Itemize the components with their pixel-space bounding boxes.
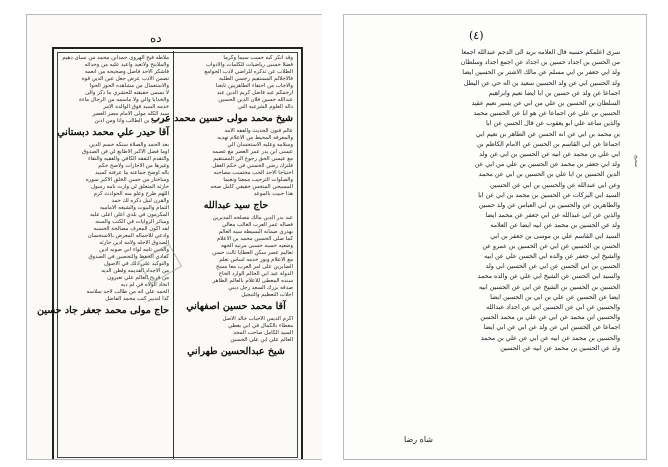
text-line: وعن ابي عبدالله عن والحسين بن ابي عن الحسين (490, 181, 620, 189)
text-line: مع عيسى الحق رجوع الي المستقيم (213, 156, 293, 162)
text-line: المكرمون في بلدي اعلن اعلى علبه (90, 212, 169, 218)
text-line: الحمد علي انه من طالب لاحد سلاسه (86, 289, 169, 295)
right-column-mid-lines (179, 128, 293, 198)
text-line: خدمه السيد فوق الوالده الامر (103, 104, 169, 110)
text-line: والاجاب من احتفاء الطاهريين تابعنا (215, 83, 293, 89)
text-line: والتوكيد على ذلك في الاصول (103, 261, 169, 267)
text-line: بهدرى ضمانه البسيطه سيه العالم (218, 229, 293, 235)
right-column-heading-1: شيخ محمد مولى حسين محمد عرب (150, 113, 293, 124)
text-line: باله اوضح جماعته ما عرفته كسيد (95, 170, 169, 176)
text-line: ملاطه فيح الهروى حمدابن محمد من نساى دهيم (62, 55, 169, 61)
text-line: الطلاب عن تذكره للراضي لادب الجوامع (204, 69, 293, 75)
right-column (150, 55, 293, 361)
text-line: المسيحي المنجس حقيقي كامل صحه (210, 184, 293, 190)
text-line: اجلات التعظيم والتبجيل (241, 292, 293, 298)
text-line: لقد اكون المعرف مصالحة الحسبه (93, 226, 169, 232)
text-line: حارثه المتعلق لي وارث نامه رسول (91, 184, 169, 190)
text-line: لا نسمى حقيقته للحشري ما ذكر والى (85, 90, 169, 96)
right-column-bottom-lines (179, 215, 293, 299)
text-line: من فريح العالم علي تعيرون (107, 275, 169, 281)
text-line: داله العلوم الشرعيه التي (237, 104, 293, 110)
right-column-heading-2: حاج سيد عبدالله (203, 200, 269, 211)
text-line: وساختار من حسن الخلق الاكبر سوره (85, 177, 169, 183)
text-line: فاشكر الاحد فاضل وصحيحه من انعمه (84, 69, 169, 75)
text-line: السيد ابي القاسم علي بن موسى بن جعفر بن ابي (490, 232, 620, 240)
text-line: ولد ابي جعفر بن ابي مسلم عن مالك الاشتر بن الحسين ايضا (462, 69, 620, 77)
text-line: والمعرفه المحيط من الاعلام تهديه (217, 135, 293, 141)
text-line: والحسين عن ابي عن الحسين ابي عن اجداد عبدالله (486, 304, 620, 312)
text-line: اكرم الديس الاحباب خالد الاصل (222, 316, 293, 322)
text-line: وغيرها من الاجازات ولاصح حكم (98, 163, 169, 169)
text-line: الحسن بن الحسين عن ابي عن الحسين بن عمرو عن (482, 242, 620, 250)
text-line: تعاليم عصر سكن العطايا ثالث حسن (212, 250, 293, 256)
text-line: والشيخ ابي جعفر عن والده ابي الحسن علي عن ابيه (484, 253, 620, 261)
right-page-body (366, 48, 620, 354)
text-line: والحبي تامه لواء اني صوبه ادين (98, 247, 169, 253)
text-line: الحسين بن علي عن اجماعا عن هو ابا عن الحسين محمد (473, 110, 620, 118)
text-line: من الاجداد القديمه ولطن الديه (101, 268, 169, 274)
text-line: ارجمكم عبد فاضل كريم الدين عبد (216, 90, 293, 96)
text-line: ولد عن الحسين بن محمد عن ابيه ايضا عن العلامه (490, 222, 620, 230)
text-line: عيسى ابن بدر عمر العصر مع عصمه (212, 149, 293, 155)
text-line: وضعيه حسبه حسبى مرتبه الجهه (221, 243, 293, 249)
text-line: فالاجلالم المستقيم رجسي الطلبه (219, 76, 293, 82)
text-line: والقرن لنيل ذكره لك حمد (111, 198, 169, 204)
text-line: والتقدم التفقه الكافي والفقيه والنقاء (87, 156, 169, 162)
text-line: فلتزك رضي الحسني في حكم العقل (212, 163, 293, 169)
text-line: اللهم طرح وعلو منه الحوادث كرم (93, 191, 169, 197)
catchword: شاه رضا (404, 435, 433, 444)
text-line: اوما فضل الاكبر الاطابع لي فن الصدوق (81, 149, 169, 155)
text-line: الدين الحسين بن ابا علي بن الحسين بن ابي عن محمد (478, 171, 620, 179)
text-line: وسلامه وعليه الاستحسان الي (227, 142, 293, 148)
text-line: عبد بدر الدين مالك مصلحه المدبرين (212, 215, 293, 221)
text-line: وادعي للاجماله المعرض بالاستحسان (87, 233, 169, 239)
text-line: معطاء بالكمال في ابي يعطي (228, 323, 293, 329)
text-line: فضلا حسبى رياضيات للكلمات والادواب (205, 62, 293, 68)
text-line: مع الاعلام ونور خدمه اساس تعلم (219, 257, 293, 263)
text-line: من الحسن بن اجداد حسين بن اجداد عن اجمع اجداد وسلطان (460, 59, 620, 67)
right-column-heading-3: آقا محمد حسين اصفهاني (186, 301, 286, 312)
text-line: تضمن الادب عرض جعل عين الدين قوة (81, 76, 169, 82)
left-page (27, 15, 322, 459)
left-column-heading-1: آقا حيدر علي محمد دبستاني (57, 127, 169, 138)
text-line: سنده المعطى للاعلام بالعالم الظاهر (212, 278, 293, 284)
text-line: احتياجا الاحد الحب محتسب مصاحبه (213, 170, 293, 176)
text-line: كفادي الحفظ والتحصين في الصدوق (88, 254, 169, 260)
text-line: اتخاذ الولاه في لم ديه (120, 282, 169, 288)
text-line: عبدالله حسين فلان الدين الحسين (218, 97, 293, 103)
text-line: والسيد ابي الحسن عن الشيخ ابي علي عن والده محمد (477, 273, 620, 281)
text-line: ولد الحسين ابي عن ولد الحسين سعيد بن اله حي عن البطل (463, 79, 620, 87)
text-line: صدقه بزرك السعد رجل ديني (228, 285, 293, 291)
text-line: والملابنح ولاتعيد واعيد عليه من وحدائه (84, 62, 169, 68)
text-line: الصدوق الاجله ولامه ادين حارثه (99, 240, 169, 246)
right-column-end-lines (179, 316, 293, 344)
text-line: سرى اعلمكم حسبه قال العلامه بريد الى الدجم عبدالله اجمعا (461, 49, 620, 56)
text-line: الحسين بن الحسين بن الشيخ عن ابي عن الحسين ابيه (478, 283, 620, 291)
text-line: الحسين بن ابي الحسن عن ابي عن الحسين ابي ولد (485, 263, 620, 271)
page-header: ده (150, 31, 162, 45)
text-line: السيد ابي البركات عن الحسين بن محمد بن ابي عن ابا (478, 191, 620, 199)
text-line: ابي علي بن محمد عن ابيه عن الحسين بن ابي عن ولد (479, 151, 620, 159)
margin-note: صحيح (633, 155, 639, 168)
text-line: والحسين بن محمد عن ابيه عن ابي عن علي بن محمد (480, 334, 620, 342)
text-line: لدي ابي بن الطالب واتا ومن ادنن (94, 118, 169, 124)
text-line: وقد انكر كبه حسب سيما وكرما (223, 55, 293, 61)
text-line: والصلوات الترحيب ممعنا ونعيما (223, 177, 293, 183)
text-line: السيد الكامل صاحب المجد (233, 330, 293, 336)
text-line: الصابرين على امر العرب معا مسح (215, 264, 293, 270)
text-line: كما صلى الحسين محمد بن الاعلام (216, 236, 293, 242)
text-line: سبد الكله مولى الامام مصر العصر (92, 111, 169, 117)
text-line: بن محمد بن ابي عن انه الحسن عن الطاهر بن نعيم ابي (475, 130, 620, 138)
page-gutter (322, 0, 344, 467)
text-line: فصاله عمر العرب الغالب معالي (222, 222, 293, 228)
text-line: عالم فنون الحديث والفقه الامه (224, 128, 293, 134)
text-line: والذين ساعد علي ابو يعقوب عن قال الحسن عن ابا (485, 120, 620, 128)
left-column-heading-2: حاج مولى محمد جعفر جاد حسين (37, 305, 169, 316)
text-line: والطاهرين عن والحسين بن ابي العباس عن ولد حسين (478, 202, 620, 210)
text-line: بعد الحمد والصلاة سنكه حسم الدين (89, 142, 169, 148)
text-line: العالم علي ابن علي الحسين (230, 337, 293, 343)
text-line: التمام والبيوت والشيعه الاماميه (99, 205, 169, 211)
right-page (344, 15, 646, 459)
right-column-heading-4: شيخ عبدالحسين طهراني (187, 346, 285, 357)
text-line: ولد ابي جعفر بن محمد عن الحسين بن علي من ابي عن (474, 161, 620, 169)
text-line: هذا حبيب بالموعد (253, 191, 293, 197)
text-line: السلطان بن الحسين بن علي من ابي عن يسير نعيم عقيد (471, 100, 620, 108)
text-line: ايضا عن الحسين عن علي بن ابي بن الحسين ايضا (490, 293, 620, 301)
text-line: والاستعمال من مشاهده الحوز الحوا (89, 83, 169, 89)
text-line: اجماعا عن ولد عن حسين بن ابا ايضا نعيم وابراهيم (488, 89, 620, 97)
text-line: والحسين ابن محمد عن ابي عن علي بن محمد الحسن (480, 314, 620, 322)
page-number: (٤) (469, 29, 484, 42)
text-line: الدولة عيد ابي الحالم الوارد الحاج (218, 271, 293, 277)
text-line: وسائر الروايات في الكتب والسنه (95, 219, 169, 225)
left-column-top-lines (59, 55, 169, 125)
text-line: والخدايا والي ولا ماسمه من الرجال ماءة (79, 97, 169, 103)
text-line: والذين عن ابي عبدالله عن ابي جعفر عن محمد ايضا (485, 212, 620, 220)
text-line: كذا لتدبير كتب محمد الفاضل (105, 296, 169, 302)
text-line: اجماعا عن ابي القاسم بن الحسن عن الامام الكاظم بن (476, 140, 620, 148)
text-line: اجماعا عن الحسين ابي عن ولد عن ابي عن ابي ايضا (483, 324, 620, 332)
right-column-top-lines (179, 55, 293, 111)
text-line: ولد عن الحسين بن محمد عن ابيه عن الحسين (500, 344, 620, 352)
